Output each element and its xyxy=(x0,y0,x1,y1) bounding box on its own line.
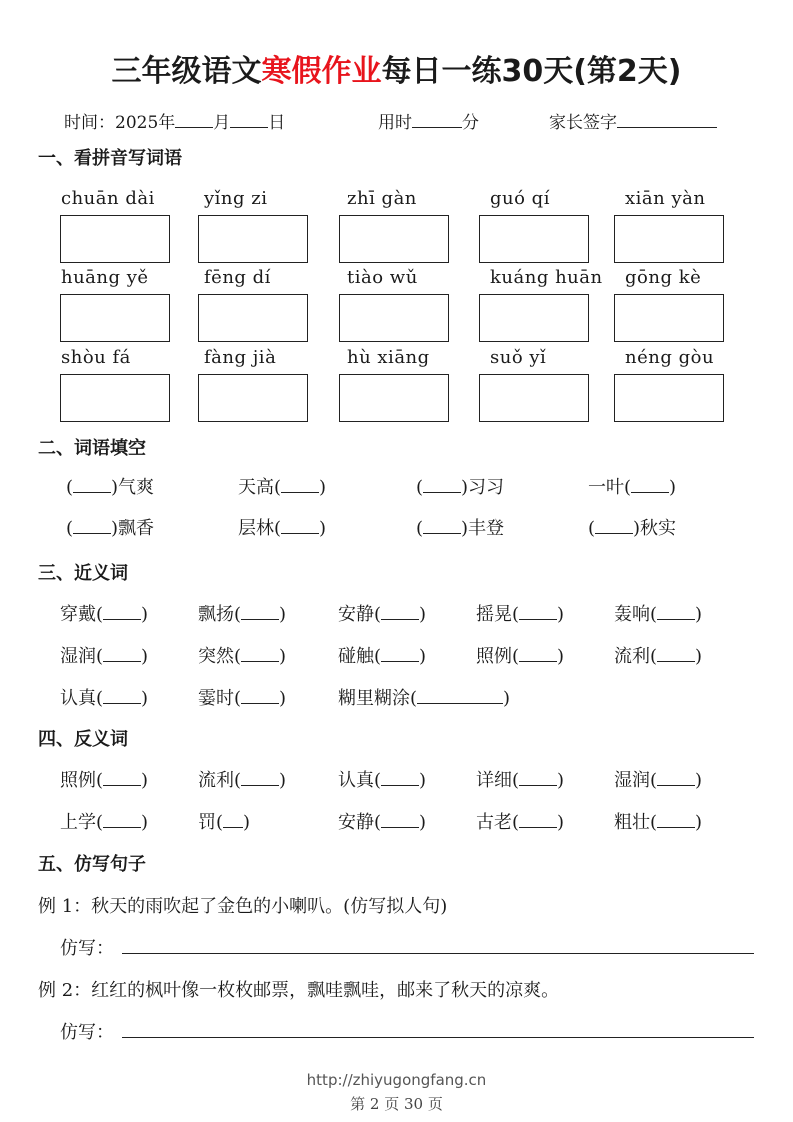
pinyin-label: suǒ yǐ xyxy=(490,347,547,368)
synonym-word: 霎时 xyxy=(198,688,234,709)
answer-box[interactable] xyxy=(479,215,589,263)
synonym-close-paren: ) xyxy=(141,646,149,667)
antonym-word: 上学 xyxy=(60,812,96,833)
antonym-item xyxy=(338,808,426,834)
answer-box[interactable] xyxy=(614,374,724,422)
answer-box[interactable] xyxy=(339,294,449,342)
idiom-before: ( xyxy=(588,518,596,539)
idiom-after: ) xyxy=(319,518,327,539)
synonym-blank[interactable] xyxy=(241,604,279,620)
answer-box[interactable] xyxy=(60,294,170,342)
pinyin-label: tiào wǔ xyxy=(347,267,418,288)
idiom-before: 一叶( xyxy=(588,477,632,498)
antonym-word: 安静 xyxy=(338,812,374,833)
idiom-blank[interactable] xyxy=(281,477,319,493)
answer-box[interactable] xyxy=(479,374,589,422)
synonym-open-paren: ( xyxy=(234,646,242,667)
synonym-item xyxy=(338,642,426,668)
antonym-close-paren: ) xyxy=(419,770,427,791)
pinyin-label: kuáng huān xyxy=(490,267,603,288)
day-blank[interactable] xyxy=(230,112,268,128)
answer-box[interactable] xyxy=(60,215,170,263)
idiom-item xyxy=(588,514,676,540)
synonym-close-paren: ) xyxy=(279,646,287,667)
section5-heading: 五、仿写句子 xyxy=(38,854,146,875)
synonym-item xyxy=(198,642,286,668)
synonym-word: 轰响 xyxy=(614,604,650,625)
synonym-word: 碰触 xyxy=(338,646,374,667)
idiom-after: ) xyxy=(319,477,327,498)
idiom-before: ( xyxy=(416,477,424,498)
antonym-word: 流利 xyxy=(198,770,234,791)
example-1: 例 1：秋天的雨吹起了金色的小喇叭。(仿写拟人句) xyxy=(38,896,448,917)
synonym-word: 飘扬 xyxy=(198,604,234,625)
answer-box[interactable] xyxy=(198,374,308,422)
antonym-item xyxy=(476,808,564,834)
synonym-open-paren: ( xyxy=(512,604,520,625)
pinyin-label: xiān yàn xyxy=(625,188,706,209)
idiom-before: ( xyxy=(66,477,74,498)
synonym-word: 湿润 xyxy=(60,646,96,667)
section4-heading: 四、反义词 xyxy=(38,729,128,750)
synonym-close-paren: ) xyxy=(279,604,287,625)
antonym-blank[interactable] xyxy=(241,770,279,786)
antonym-open-paren: ( xyxy=(374,812,382,833)
idiom-blank[interactable] xyxy=(423,518,461,534)
imitation-label-2: 仿写： xyxy=(60,1022,114,1043)
synonym-word: 安静 xyxy=(338,604,374,625)
synonym-blank[interactable] xyxy=(103,604,141,620)
idiom-blank[interactable] xyxy=(631,477,669,493)
synonym-word: 突然 xyxy=(198,646,234,667)
synonym-item xyxy=(198,600,286,626)
idiom-blank[interactable] xyxy=(281,518,319,534)
idiom-item xyxy=(588,473,676,499)
month-blank[interactable] xyxy=(175,112,213,128)
idiom-blank[interactable] xyxy=(423,477,461,493)
antonym-blank[interactable] xyxy=(223,812,243,828)
synonym-item xyxy=(338,600,426,626)
footer-url: http://zhiyugongfang.cn xyxy=(306,1071,487,1089)
pinyin-label: fēng dí xyxy=(204,267,271,288)
synonym-blank[interactable] xyxy=(103,646,141,662)
antonym-blank[interactable] xyxy=(657,812,695,828)
antonym-item xyxy=(338,766,426,792)
synonym-open-paren: ( xyxy=(650,604,658,625)
synonym-item xyxy=(60,642,148,668)
idiom-before: ( xyxy=(416,518,424,539)
antonym-open-paren: ( xyxy=(512,812,520,833)
antonym-word: 粗壮 xyxy=(614,812,650,833)
duration-field xyxy=(378,108,479,133)
synonym-close-paren: ) xyxy=(419,604,427,625)
synonym-close-paren: ) xyxy=(279,688,287,709)
synonym-open-paren: ( xyxy=(96,604,104,625)
section1-heading: 一、看拼音写词语 xyxy=(38,148,182,169)
answer-box[interactable] xyxy=(198,215,308,263)
idiom-before: 天高( xyxy=(238,477,282,498)
antonym-blank[interactable] xyxy=(103,770,141,786)
pinyin-label: fàng jià xyxy=(204,347,277,368)
synonym-close-paren: ) xyxy=(557,646,565,667)
idiom-before: ( xyxy=(66,518,74,539)
pinyin-label: yǐng zi xyxy=(204,188,268,209)
time-label: 时间：2025年 xyxy=(64,113,176,133)
idiom-before: 层林( xyxy=(238,518,282,539)
antonym-open-paren: ( xyxy=(234,770,242,791)
synonym-open-paren: ( xyxy=(96,646,104,667)
antonym-blank[interactable] xyxy=(381,812,419,828)
minute-label: 分 xyxy=(462,113,479,133)
answer-box[interactable] xyxy=(198,294,308,342)
antonym-item xyxy=(60,766,148,792)
antonym-close-paren: ) xyxy=(419,812,427,833)
answer-box[interactable] xyxy=(339,215,449,263)
idiom-after: )秋实 xyxy=(633,518,677,539)
page-title xyxy=(0,46,793,90)
section3-heading: 三、近义词 xyxy=(38,563,128,584)
antonym-close-paren: ) xyxy=(141,812,149,833)
time-field xyxy=(64,108,285,133)
synonym-word: 认真 xyxy=(60,688,96,709)
title-highlight: 寒假作业 xyxy=(261,54,382,89)
antonym-open-paren: ( xyxy=(650,770,658,791)
answer-box[interactable] xyxy=(614,215,724,263)
antonym-word: 详细 xyxy=(476,770,512,791)
antonym-open-paren: ( xyxy=(374,770,382,791)
synonym-blank[interactable] xyxy=(417,688,503,704)
answer-box[interactable] xyxy=(614,294,724,342)
synonym-open-paren: ( xyxy=(234,604,242,625)
answer-box[interactable] xyxy=(339,374,449,422)
day-label: 日 xyxy=(268,113,286,133)
antonym-blank[interactable] xyxy=(103,812,141,828)
idiom-item xyxy=(238,514,326,540)
page-number: 第 2 页 30 页 xyxy=(350,1095,443,1113)
idiom-item xyxy=(416,514,504,540)
synonym-blank[interactable] xyxy=(103,688,141,704)
antonym-item xyxy=(198,766,286,792)
idiom-item xyxy=(416,473,504,499)
synonym-item xyxy=(476,642,564,668)
synonym-word: 流利 xyxy=(614,646,650,667)
synonym-open-paren: ( xyxy=(650,646,658,667)
synonym-open-paren: ( xyxy=(96,688,104,709)
synonym-item xyxy=(60,684,148,710)
antonym-blank[interactable] xyxy=(657,770,695,786)
synonym-item xyxy=(60,600,148,626)
antonym-item xyxy=(60,808,148,834)
duration-label: 用时 xyxy=(378,113,412,133)
antonym-word: 古老 xyxy=(476,812,512,833)
pinyin-label: zhī gàn xyxy=(347,188,417,209)
duration-blank[interactable] xyxy=(412,112,462,128)
example-2: 例 2：红红的枫叶像一枚枚邮票，飘哇飘哇，邮来了秋天的凉爽。 xyxy=(38,980,560,1001)
synonym-close-paren: ) xyxy=(695,646,703,667)
antonym-item xyxy=(198,808,250,834)
idiom-after: )丰登 xyxy=(461,518,505,539)
synonym-word: 糊里糊涂 xyxy=(338,688,410,709)
synonym-item xyxy=(338,684,510,710)
synonym-item xyxy=(614,600,702,626)
idiom-after: )习习 xyxy=(461,477,505,498)
synonym-open-paren: ( xyxy=(374,646,382,667)
idiom-blank[interactable] xyxy=(595,518,633,534)
pinyin-label: chuān dài xyxy=(61,188,155,209)
imitation-line-1[interactable] xyxy=(122,953,754,954)
antonym-open-paren: ( xyxy=(216,812,224,833)
synonym-word: 穿戴 xyxy=(60,604,96,625)
signature-field xyxy=(549,108,717,133)
antonym-open-paren: ( xyxy=(512,770,520,791)
synonym-blank[interactable] xyxy=(381,646,419,662)
idiom-item xyxy=(66,514,154,540)
synonym-item xyxy=(198,684,286,710)
synonym-open-paren: ( xyxy=(512,646,520,667)
synonym-item xyxy=(476,600,564,626)
idiom-after: ) xyxy=(669,477,677,498)
synonym-close-paren: ) xyxy=(141,688,149,709)
antonym-close-paren: ) xyxy=(279,770,287,791)
antonym-open-paren: ( xyxy=(96,770,104,791)
antonym-word: 认真 xyxy=(338,770,374,791)
idiom-blank[interactable] xyxy=(73,477,111,493)
synonym-item xyxy=(614,642,702,668)
synonym-blank[interactable] xyxy=(381,604,419,620)
imitation-line-2[interactable] xyxy=(122,1037,754,1038)
antonym-word: 照例 xyxy=(60,770,96,791)
synonym-word: 摇晃 xyxy=(476,604,512,625)
antonym-item xyxy=(476,766,564,792)
signature-blank[interactable] xyxy=(617,112,717,128)
idiom-item xyxy=(238,473,326,499)
idiom-item xyxy=(66,473,154,499)
idiom-after: )气爽 xyxy=(111,477,155,498)
synonym-close-paren: ) xyxy=(419,646,427,667)
synonym-blank[interactable] xyxy=(241,646,279,662)
antonym-word: 罚 xyxy=(198,812,216,833)
synonym-open-paren: ( xyxy=(374,604,382,625)
pinyin-label: gōng kè xyxy=(625,267,702,288)
pinyin-label: guó qí xyxy=(490,188,550,209)
antonym-open-paren: ( xyxy=(96,812,104,833)
antonym-blank[interactable] xyxy=(381,770,419,786)
synonym-blank[interactable] xyxy=(657,646,695,662)
antonym-open-paren: ( xyxy=(650,812,658,833)
antonym-item xyxy=(614,766,702,792)
synonym-open-paren: ( xyxy=(234,688,242,709)
section2-heading: 二、词语填空 xyxy=(38,438,146,459)
signature-label: 家长签字 xyxy=(549,113,617,133)
pinyin-label: hù xiāng xyxy=(347,347,430,368)
answer-box[interactable] xyxy=(479,294,589,342)
idiom-after: )飘香 xyxy=(111,518,155,539)
pinyin-label: shòu fá xyxy=(61,347,131,368)
antonym-close-paren: ) xyxy=(557,812,565,833)
imitation-label-1: 仿写： xyxy=(60,938,114,959)
antonym-close-paren: ) xyxy=(141,770,149,791)
synonym-word: 照例 xyxy=(476,646,512,667)
antonym-close-paren: ) xyxy=(695,770,703,791)
synonym-blank[interactable] xyxy=(519,646,557,662)
synonym-close-paren: ) xyxy=(141,604,149,625)
synonym-close-paren: ) xyxy=(503,688,511,709)
antonym-blank[interactable] xyxy=(519,770,557,786)
title-part3: 每日一练30天(第2天) xyxy=(381,54,682,89)
synonym-blank[interactable] xyxy=(519,604,557,620)
month-label: 月 xyxy=(213,113,231,133)
title-part1: 三年级语文 xyxy=(111,54,262,89)
antonym-close-paren: ) xyxy=(557,770,565,791)
synonym-blank[interactable] xyxy=(657,604,695,620)
idiom-blank[interactable] xyxy=(73,518,111,534)
antonym-word: 湿润 xyxy=(614,770,650,791)
pinyin-label: huāng yě xyxy=(61,267,149,288)
antonym-blank[interactable] xyxy=(519,812,557,828)
synonym-close-paren: ) xyxy=(695,604,703,625)
synonym-blank[interactable] xyxy=(241,688,279,704)
answer-box[interactable] xyxy=(60,374,170,422)
antonym-close-paren: ) xyxy=(243,812,251,833)
synonym-close-paren: ) xyxy=(557,604,565,625)
synonym-open-paren: ( xyxy=(410,688,418,709)
antonym-close-paren: ) xyxy=(695,812,703,833)
antonym-item xyxy=(614,808,702,834)
pinyin-label: néng gòu xyxy=(625,347,715,368)
